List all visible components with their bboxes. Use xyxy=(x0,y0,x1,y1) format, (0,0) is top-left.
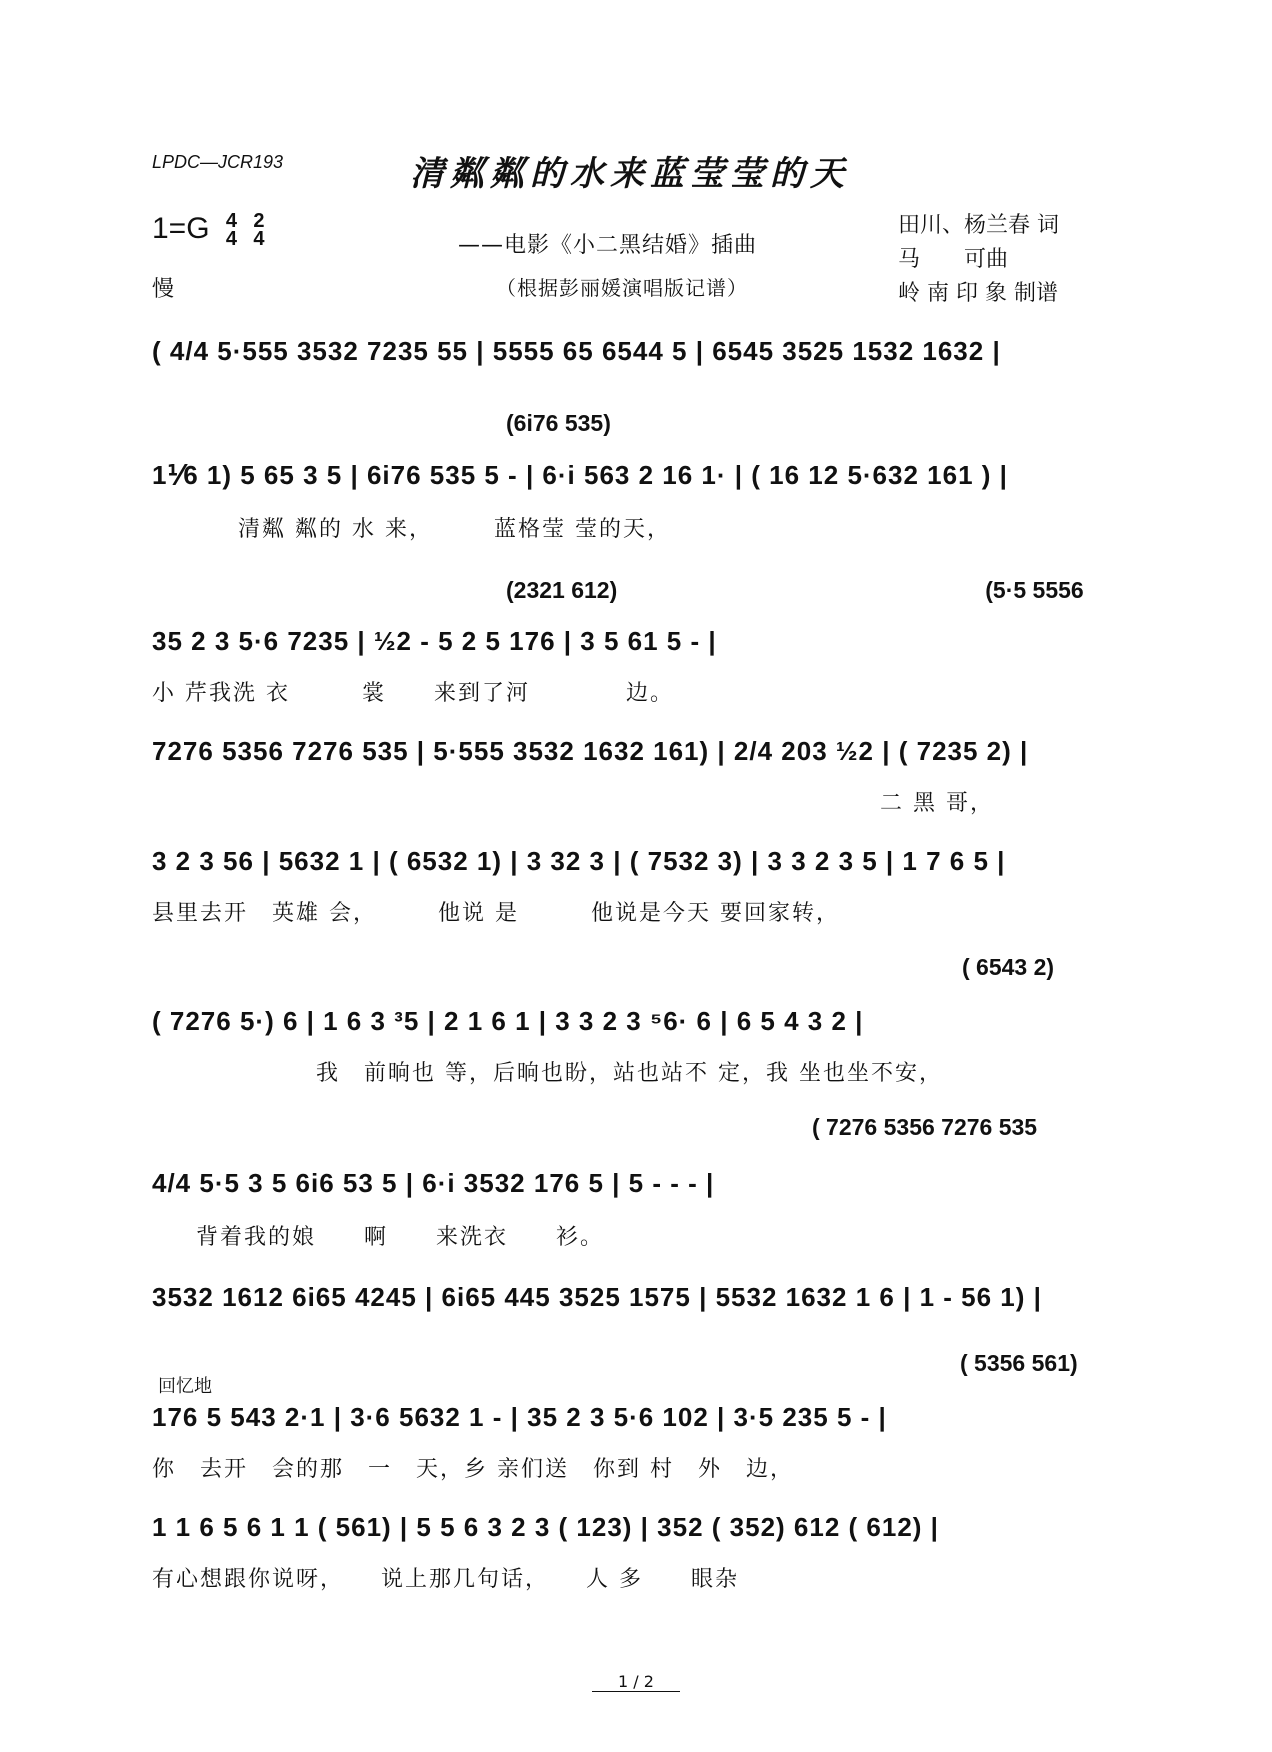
lyrics-line-9: 你 去开 会的那 一 天，乡 亲们送 你到 村 外 边， xyxy=(152,1457,794,1482)
notation: 1 1 6 5 6 1 1 ( 561) | 5 5 6 3 2 3 ( 123) | 352 ( 352) 612 ( 612) | xyxy=(152,1512,939,1542)
score-system-6 xyxy=(152,1006,1132,1037)
notation: 3532 1612 6i65 4245 | 6i65 445 3525 1575 | 5532 1632 1 6 | 1 - 56 1) | xyxy=(152,1282,1042,1312)
credit-notation: 岭 南 印 象 制谱 xyxy=(898,281,1058,306)
score-system-5 xyxy=(152,846,1132,877)
lyrics-line-2: 清粼 粼的 水 来， 蓝格莹 莹的天， xyxy=(238,517,671,542)
alt-notation-3: (2321 612) (5·5 5556 xyxy=(506,577,1084,603)
notation: ( 7276 5·) 6 | 1 6 3 ³5 | 2 1 6 1 | 3 3 2 3 ⁵6· 6 | 6 5 4 3 2 | xyxy=(152,1006,864,1036)
lyrics-line-7: 背着我的娘 啊 来洗衣 衫。 xyxy=(196,1225,605,1250)
score-system-4 xyxy=(152,736,1132,767)
alt-notation-2: (6i76 535) xyxy=(506,410,611,436)
score-system-7 xyxy=(152,1168,1132,1199)
tempo-marking: 慢 xyxy=(152,277,175,302)
transcription-note: （根据彭丽媛演唱版记谱） xyxy=(496,276,748,300)
song-title: 清粼粼的水来蓝莹莹的天 xyxy=(410,154,850,194)
key-signature xyxy=(152,210,265,251)
alt-notation-7: ( 7276 5356 7276 535 xyxy=(812,1114,1038,1140)
credit-composer: 马 可曲 xyxy=(898,247,1009,272)
alt-notation-6: ( 6543 2) xyxy=(962,954,1055,980)
score-system-1 xyxy=(152,336,1132,367)
lyrics-line-5: 县里去开 英雄 会， 他说 是 他说是今天 要回家转， xyxy=(152,901,840,926)
notation: ( 4/4 5·555 3532 7235 55 | 5555 65 6544 5 | 6545 3525 1532 1632 | xyxy=(152,336,1001,366)
notation: 1⅟6 1) 5 65 3 5 | 6i76 535 5 - | 6·i 563 2 16 1· | ( 16 12 5·632 161 ) | xyxy=(152,460,1008,490)
alt-notation-9: ( 5356 561) xyxy=(960,1350,1078,1376)
key-label: 1=G xyxy=(152,212,210,245)
score-system-9 xyxy=(152,1402,1132,1433)
score-system-2 xyxy=(152,460,1132,491)
time-signature-2-4: 2 4 xyxy=(253,210,265,251)
notation: 4/4 5·5 3 5 6i6 53 5 | 6·i 3532 176 5 | 5 - - - | xyxy=(152,1168,715,1198)
expression-marking: 回忆地 xyxy=(158,1376,212,1397)
notation: 176 5 543 2·1 | 3·6 5632 1 - | 35 2 3 5·6 102 | 3·5 235 5 - | xyxy=(152,1402,887,1432)
lyrics-line-4: 二 黑 哥， xyxy=(880,791,994,816)
notation: 35 2 3 5·6 7235 | ½2 - 5 2 5 176 | 3 5 61 5 - | xyxy=(152,626,717,656)
lyrics-line-3: 小 芹我洗 衣 裳 来到了河 边。 xyxy=(152,681,674,706)
time-signature-4-4: 4 4 xyxy=(225,210,238,251)
subtitle: ——电影《小二黑结婚》插曲 xyxy=(458,233,758,258)
score-code: LPDC—JCR193 xyxy=(152,152,284,172)
lyrics-line-10: 有心想跟你说呀， 说上那几句话， 人 多 眼杂 xyxy=(152,1567,739,1592)
score-system-3 xyxy=(152,626,1132,657)
notation: 3 2 3 56 | 5632 1 | ( 6532 1) | 3 32 3 | ( 7532 3) | 3 3 2 3 5 | 1 7 6 5 | xyxy=(152,846,1006,876)
score-system-8 xyxy=(152,1282,1132,1313)
notation: 7276 5356 7276 535 | 5·555 3532 1632 161) | 2/4 203 ½2 | ( 7235 2) | xyxy=(152,736,1029,766)
score-system-10 xyxy=(152,1512,1132,1543)
page-number: 1 / 2 xyxy=(0,1672,1272,1691)
lyrics-line-6: 我 前晌也 等，后晌也盼，站也站不 定，我 坐也坐不安， xyxy=(316,1061,943,1086)
credit-lyricist: 田川、杨兰春 词 xyxy=(898,213,1059,238)
